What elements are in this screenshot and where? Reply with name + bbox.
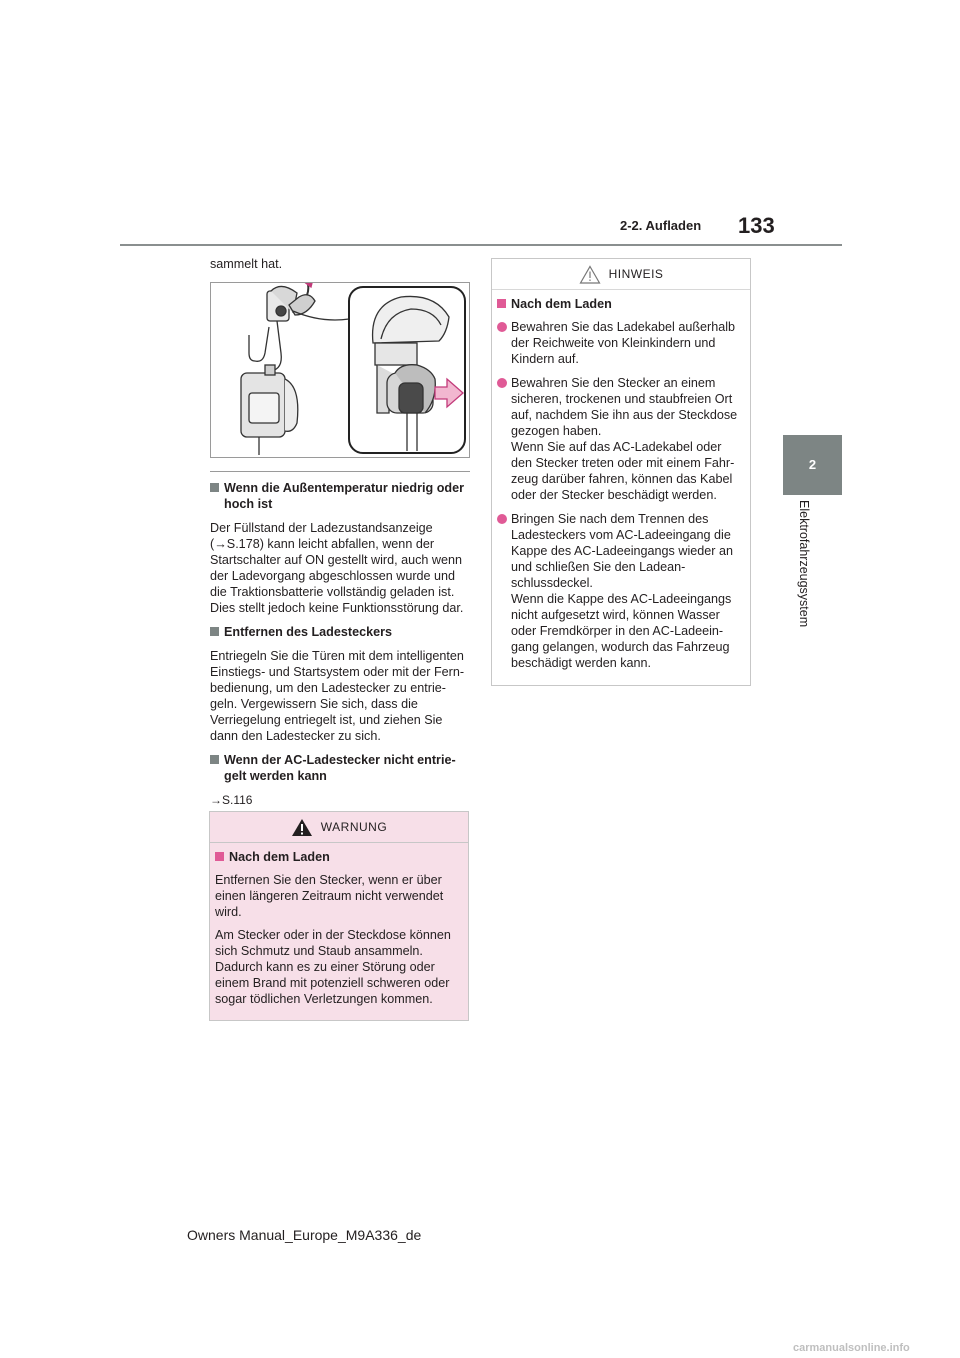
round-bullet-icon [497,514,507,524]
notice-heading-text: Nach dem Laden [511,297,612,311]
notice-header [492,259,750,290]
notice-title: HINWEIS [608,267,664,281]
warning-paragraph: Am Stecker oder in der Steckdose können sich Schmutz und Staub ansammeln. Dadurch kann es zu einer Störung oder einem Brand mit potenziell schweren oder sogar tödlichen Verletzungen kommen. [215,928,451,1006]
notice-bullet-text: Wenn Sie auf das AC-Ladekabel oder den Stecker treten oder mit einem Fahr-zeug darüber fahren, können das Kabel oder der Stecker beschädigt werden. [511,440,735,502]
warning-paragraph: Entfernen Sie den Stecker, wenn er über einen längeren Zeitraum nicht verwendet wird. [215,873,444,919]
watermark: carmanualsonline.info [793,1342,910,1354]
square-bullet-icon [210,627,219,636]
square-bullet-icon [210,755,219,764]
section-plug-stuck [210,752,470,808]
notice-bullet [497,375,745,503]
section-temperature [210,480,470,616]
section-heading-text: Wenn der AC-Ladestecker nicht entrie-gelt werden kann [224,753,456,783]
notice-bullet-text: Bewahren Sie den Stecker an einem sicheren, trockenen und staubfreien Ort auf, nachdem Sie ihn aus der Steckdose gezogen haben. [511,376,738,438]
chapter-tab: 2 [783,435,842,495]
section-body: Der Füllstand der Ladezustandsanzeige (→S.178) kann leicht abfallen, wenn der Startschalter auf ON gestellt wird, auch wenn der Ladevorgang abgeschlossen wurde und die Traktionsbatterie vollständig geladen ist. Dies stellt jedoch keine Funktionsstörung dar. [210,521,464,615]
charging-plug-illustration [210,282,470,458]
square-bullet-icon [215,852,224,861]
page-number: 133 [738,213,775,238]
warning-title: WARNUNG [320,820,388,834]
header-rule [120,244,842,246]
section-body: Entriegeln Sie die Türen mit dem intelligenten Einstiegs- und Startsystem oder mit der Fern-bedienung, um den Ladestecker zu entrie-geln. Vergewissern Sie sich, dass die Verriegelung entriegelt ist, und ziehen Sie dann den Ladestecker zu sich. [210,649,465,743]
section-heading-text: Wenn die Außentemperatur niedrig oder hoch ist [224,481,465,511]
warning-box [209,811,469,1021]
section-heading [210,480,470,512]
round-bullet-icon [497,378,507,388]
left-column [210,256,470,816]
section-separator [210,471,470,472]
caution-triangle-icon [579,265,601,284]
warning-header [210,812,468,843]
notice-heading [497,296,745,312]
footer-text: Owners Manual_Europe_M9A336_de [187,1227,422,1243]
section-heading [210,752,470,784]
notice-bullet-text: Bewahren Sie das Ladekabel außerhalb der Reichweite von Kleinkindern und Kindern auf. [511,320,736,366]
notice-box [491,258,751,686]
warning-triangle-icon [291,818,313,837]
section-remove-plug [210,624,470,744]
notice-bullet-text: Wenn die Kappe des AC-Ladeeingangs nicht aufgesetzt wird, können Wasser oder Fremdkörper in den AC-Ladeein-gang gelangen, wodurch das Fahrzeug beschädigt werden kann. [511,592,732,670]
chapter-label: Elektrofahrzeugsystem [797,500,811,628]
notice-bullet [497,319,745,367]
round-bullet-icon [497,322,507,332]
warning-heading-text: Nach dem Laden [229,850,330,864]
square-bullet-icon [210,483,219,492]
square-bullet-icon [497,299,506,308]
notice-bullet-text: Bringen Sie nach dem Trennen des Ladesteckers vom AC-Ladeeingang die Kappe des AC-Ladeeingangs wieder an und schließen Sie den Ladean-schlussdeckel. [511,512,733,590]
section-heading-text: Entfernen des Ladesteckers [224,625,392,639]
header-section-title: 2-2. Aufladen [620,218,702,233]
page-reference-link[interactable]: →S.116 [210,793,253,807]
section-heading [210,624,470,640]
notice-bullet [497,511,745,671]
intro-text: sammelt hat. [210,257,283,271]
warning-heading [215,849,463,865]
